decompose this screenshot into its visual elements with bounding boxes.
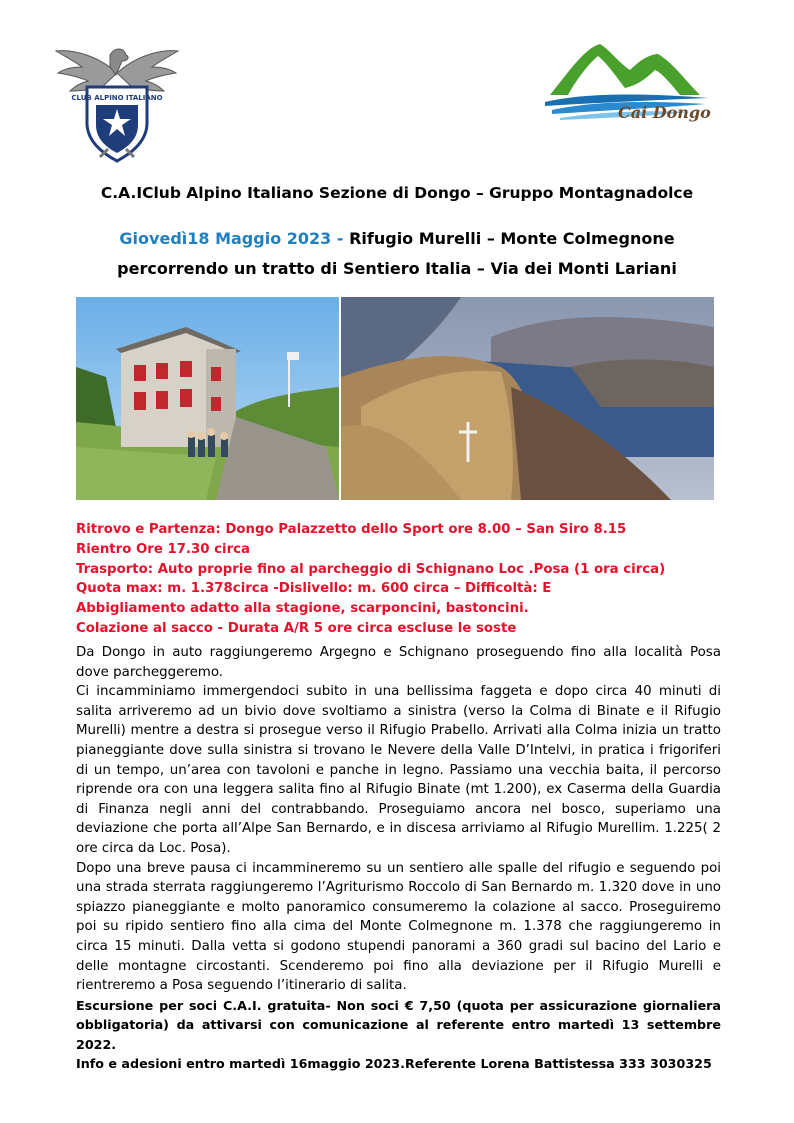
detail-return: Rientro Ore 17.30 circa	[76, 541, 251, 557]
summit-ridge-photo	[341, 297, 714, 500]
detail-clothing: Abbigliamento adatto alla stagione, scarponcini, bastoncini.	[76, 601, 529, 617]
organization-heading: C.A.IClub Alpino Italiano Sezione di Dongo – Gruppo Montagnadolce	[100, 184, 694, 202]
contact-info: Info e adesioni entro martedì 16maggio 2023.Referente Lorena Battistessa 333 3030325	[76, 1056, 712, 1072]
paragraph-intro: Da Dongo in auto raggiungeremo Argegno e Schignano proseguendo fino alla località Posa dove parcheggeremo.	[76, 645, 721, 680]
cai-emblem-logo	[52, 45, 182, 165]
event-subtitle: percorrendo un tratto di Sentiero Italia – Via dei Monti Lariani	[117, 259, 677, 278]
cai-emblem-text: CLUB ALPINO ITALIANO	[71, 94, 163, 102]
cai-dongo-logo-text: Cai Dongo	[618, 103, 711, 122]
fees-notice: Escursione per soci C.A.I. gratuita- Non soci € 7,50 (quota per assicurazione giornaliera obbligatoria) da attivarsi con comunicazione al referente entro martedì 13 settembre 2022.	[76, 997, 721, 1052]
title-separator: -	[331, 229, 350, 248]
paragraph-summit: Dopo una breve pausa ci incammineremo su un sentiero alle spalle del rifugio e seguendo poi una strada sterrata raggiungeremo l’Agriturismo Roccolo di San Bernardo m. 1.320 dove in uno spiazzo pianeggiante e molto panoramico consumeremo la colazione al sacco. Proseguiremo poi su ripido sentiero fino alla cima del Monte Colmegnone m. 1.378 che raggiungeremo in circa 15 minuti. Dalla vetta si godono stupendi panorami a 360 gradi sul bacino del Lario e delle montagne circostanti. Scenderemo poi fino alla deviazione per il Rifugio Murelli e rientreremo a Posa seguendo l’itinerario di salita.	[76, 860, 721, 994]
detail-altitude: Quota max: m. 1.378circa -Dislivello: m. 600 circa – Difficoltà: E	[76, 581, 552, 597]
paragraph-ascent: Ci incamminiamo immergendoci subito in una bellissima faggeta e dopo circa 40 minuti di salita arriveremo ad un bivio dove svoltiamo a sinistra (verso la Colma di Binate e il Rifugio Murelli) mentre a destra si prosegue verso il Rifugio Prabello. Arrivati alla Colma inizia un tratto pianeggiante dove sulla sinistra si trovano le Nevere della Valle D’Intelvi, in pratica i frigoriferi di un tempo, un’area con tavoloni e panche in legno. Passiamo una vecchia baita, il percorso riprende ora con una leggera salita fino al Rifugio Binate (mt 1.200), ex Caserma della Guardia di Finanza negli anni del contrabbando. Proseguiamo ancora nel bosco, superiamo una deviazione che porta all’Alpe San Bernardo, e in discesa arriviamo al Rifugio Murellim. 1.225( 2 ore circa da Loc. Posa).	[76, 684, 721, 856]
refuge-photo	[76, 297, 339, 500]
trip-details	[76, 520, 726, 639]
event-title	[0, 229, 794, 248]
detail-duration: Colazione al sacco - Durata A/R 5 ore circa escluse le soste	[76, 620, 517, 636]
detail-transport: Trasporto: Auto proprie fino al parcheggio di Schignano Loc .Posa (1 ora circa)	[76, 561, 666, 577]
trip-description	[76, 643, 721, 1074]
event-destination: Rifugio Murelli – Monte Colmegnone	[349, 229, 675, 248]
event-date: Giovedì18 Maggio 2023	[119, 229, 332, 248]
detail-meeting: Ritrovo e Partenza: Dongo Palazzetto dello Sport ore 8.00 – San Siro 8.15	[76, 522, 627, 537]
